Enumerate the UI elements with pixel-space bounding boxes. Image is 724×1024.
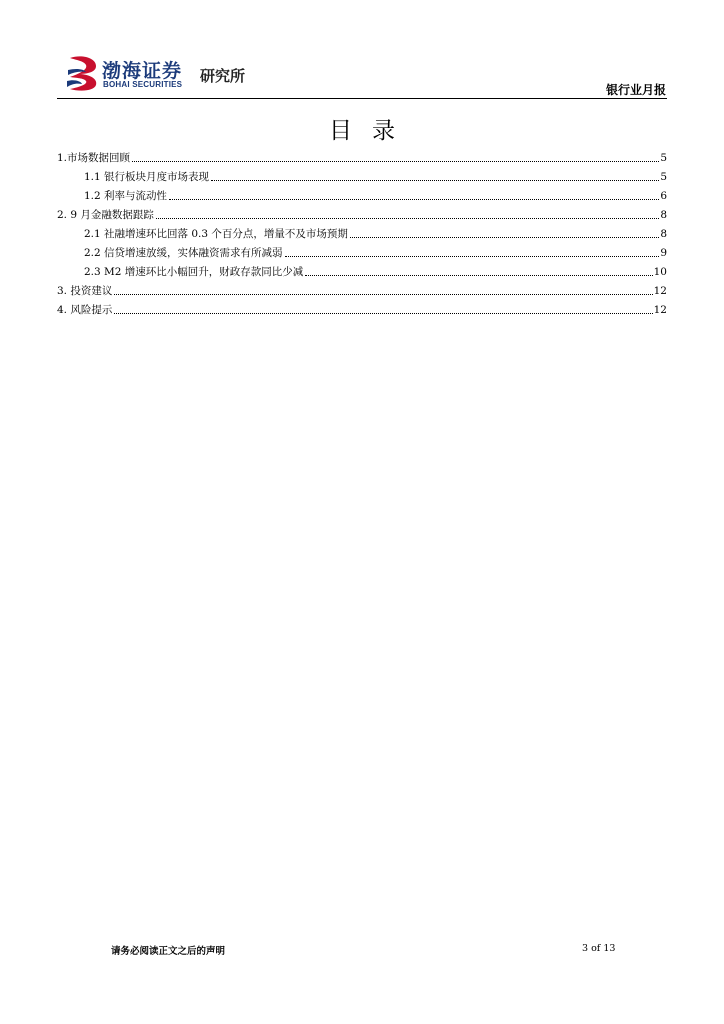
report-type: 银行业月报 xyxy=(605,83,666,97)
toc-dot-leader xyxy=(350,237,659,238)
toc-entry[interactable] xyxy=(57,260,667,279)
toc-entry-page: 8 xyxy=(660,228,667,240)
toc-dot-leader xyxy=(211,180,659,181)
toc-entry-page: 6 xyxy=(660,190,667,202)
toc-title: 目录 xyxy=(329,118,415,144)
logo-department: 研究所 xyxy=(200,67,246,85)
footer-page-number: 3 of 13 xyxy=(582,943,616,954)
toc-entry-page: 5 xyxy=(660,171,667,183)
toc-entry[interactable] xyxy=(57,146,667,165)
toc-entry-label: 2.2 信贷增速放缓，实体融资需求有所减弱 xyxy=(84,247,283,259)
toc-entry-page: 12 xyxy=(653,285,667,297)
toc-entry[interactable] xyxy=(57,203,667,222)
page-header xyxy=(0,0,724,102)
company-logo xyxy=(66,54,256,96)
toc-entry-page: 5 xyxy=(660,152,667,164)
bohai-logo-icon xyxy=(66,54,100,92)
logo-english-name: BOHAI SECURITIES xyxy=(103,80,183,89)
toc-dot-leader xyxy=(169,199,659,200)
toc-entry-page: 8 xyxy=(660,209,667,221)
logo-chinese-name: 渤海证券 xyxy=(102,60,183,82)
toc-entry-label: 2.1 社融增速环比回落 0.3 个百分点，增量不及市场预期 xyxy=(84,228,348,240)
toc-entry-label: 1.市场数据回顾 xyxy=(57,152,131,164)
footer-disclaimer: 请务必阅读正文之后的声明 xyxy=(111,946,226,957)
toc-entry[interactable] xyxy=(57,222,667,241)
toc-entry[interactable] xyxy=(57,241,667,260)
toc-dot-leader xyxy=(132,161,659,162)
toc-dot-leader xyxy=(114,294,652,295)
toc-entry-label: 2. 9 月金融数据跟踪 xyxy=(57,209,154,221)
toc-entry[interactable] xyxy=(57,165,667,184)
toc-entry-label: 1.1 银行板块月度市场表现 xyxy=(84,171,210,183)
toc-dot-leader xyxy=(156,218,659,219)
header-divider xyxy=(57,98,667,99)
toc-entry-page: 9 xyxy=(660,247,667,259)
toc-dot-leader xyxy=(285,256,660,257)
toc-entry-page: 12 xyxy=(653,304,667,316)
toc-entry[interactable] xyxy=(57,298,667,317)
table-of-contents xyxy=(57,146,667,317)
toc-entry-label: 3. 投资建议 xyxy=(57,285,113,297)
toc-dot-leader xyxy=(114,313,652,314)
toc-entry-label: 4. 风险提示 xyxy=(57,304,113,316)
toc-entry-label: 1.2 利率与流动性 xyxy=(84,190,168,202)
toc-entry-page: 10 xyxy=(653,266,667,278)
toc-dot-leader xyxy=(305,275,652,276)
toc-entry[interactable] xyxy=(57,184,667,203)
toc-entry[interactable] xyxy=(57,279,667,298)
toc-entry-label: 2.3 M2 增速环比小幅回升，财政存款同比少减 xyxy=(84,266,304,278)
